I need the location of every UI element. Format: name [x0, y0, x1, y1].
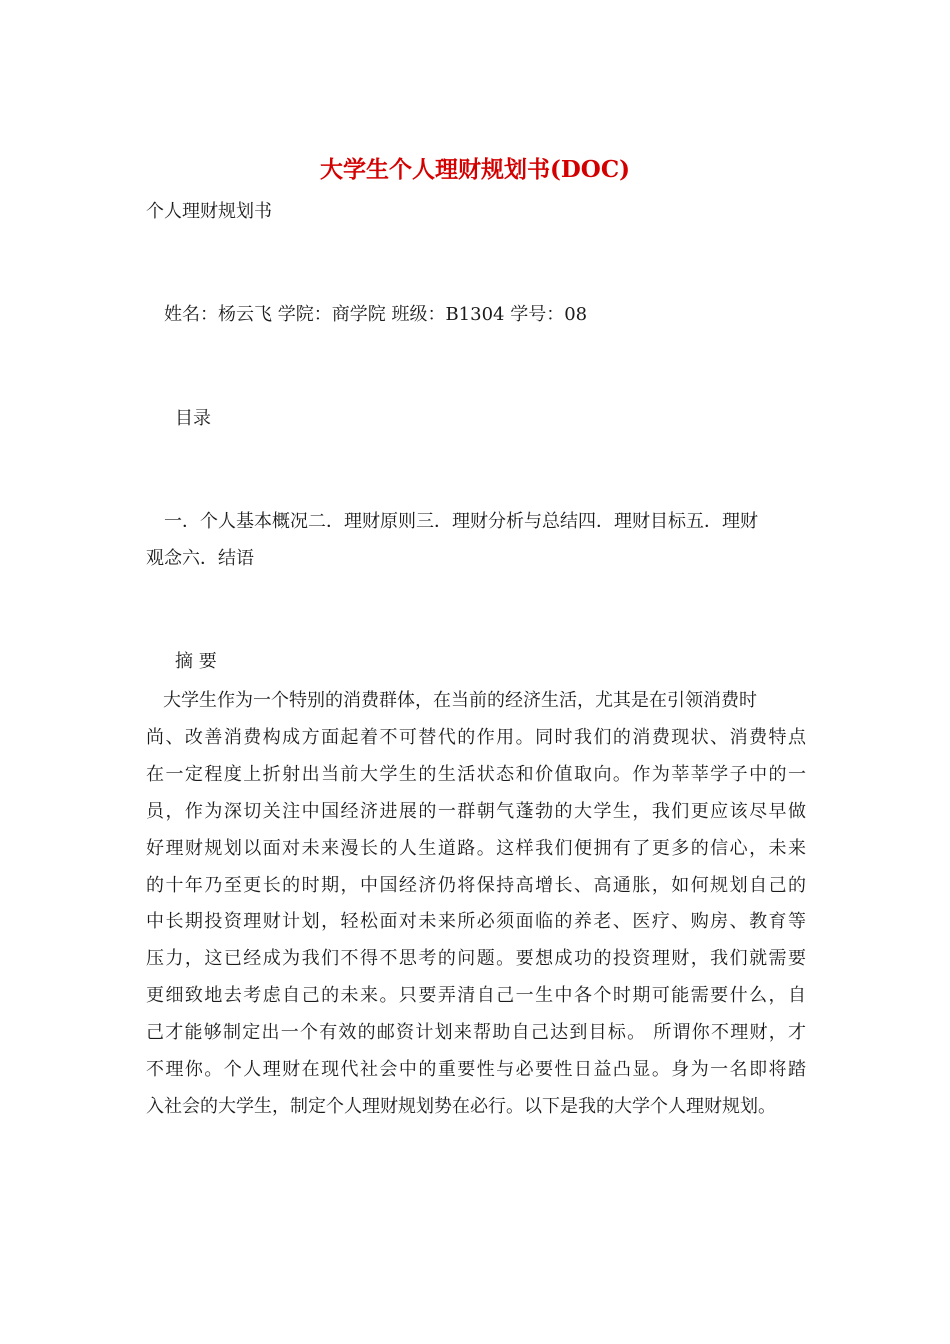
- toc-heading: 目录: [175, 408, 211, 429]
- toc-line: 观念六．结语: [146, 548, 254, 569]
- abstract-line: 己才能够制定出一个有效的邮资计划来帮助自己达到目标。 所谓你不理财，才: [146, 1022, 806, 1044]
- abstract-heading: 摘 要: [175, 651, 217, 672]
- document-title: 大学生个人理财规划书(DOC): [319, 156, 631, 183]
- abstract-body: [146, 683, 806, 1126]
- toc-line: 一．个人基本概况二．理财原则三．理财分析与总结四．理财目标五．理财: [164, 511, 758, 532]
- document-subtitle: 个人理财规划书: [146, 201, 272, 222]
- abstract-line: 入社会的大学生，制定个人理财规划势在必行。以下是我的大学个人理财规划。: [146, 1095, 776, 1117]
- abstract-line: 员，作为深切关注中国经济进展的一群朝气蓬勃的大学生，我们更应该尽早做: [146, 800, 806, 822]
- abstract-line: 的十年乃至更长的时期，中国经济仍将保持高增长、高通胀，如何规划自己的: [146, 874, 806, 896]
- abstract-line: 好理财规划以面对未来漫长的人生道路。这样我们便拥有了更多的信心，未来: [146, 837, 806, 859]
- abstract-line: 不理你。个人理财在现代社会中的重要性与必要性日益凸显。身为一名即将踏: [146, 1059, 806, 1081]
- abstract-line: 大学生作为一个特别的消费群体，在当前的经济生活，尤其是在引领消费时: [163, 690, 757, 711]
- abstract-line: 更细致地去考虑自己的未来。只要弄清自己一生中各个时期可能需要什么，自: [146, 985, 806, 1007]
- abstract-line: 压力，这已经成为我们不得不思考的问题。要想成功的投资理财，我们就需要: [146, 948, 806, 970]
- abstract-line: 中长期投资理财计划，轻松面对未来所必须面临的养老、医疗、购房、教育等: [146, 911, 806, 933]
- student-info: 姓名：杨云飞 学院：商学院 班级：B1304 学号：08: [164, 304, 588, 325]
- abstract-line: 尚、改善消费构成方面起着不可替代的作用。同时我们的消费现状、消费特点: [146, 726, 806, 748]
- abstract-line: 在一定程度上折射出当前大学生的生活状态和价值取向。作为莘莘学子中的一: [146, 763, 806, 785]
